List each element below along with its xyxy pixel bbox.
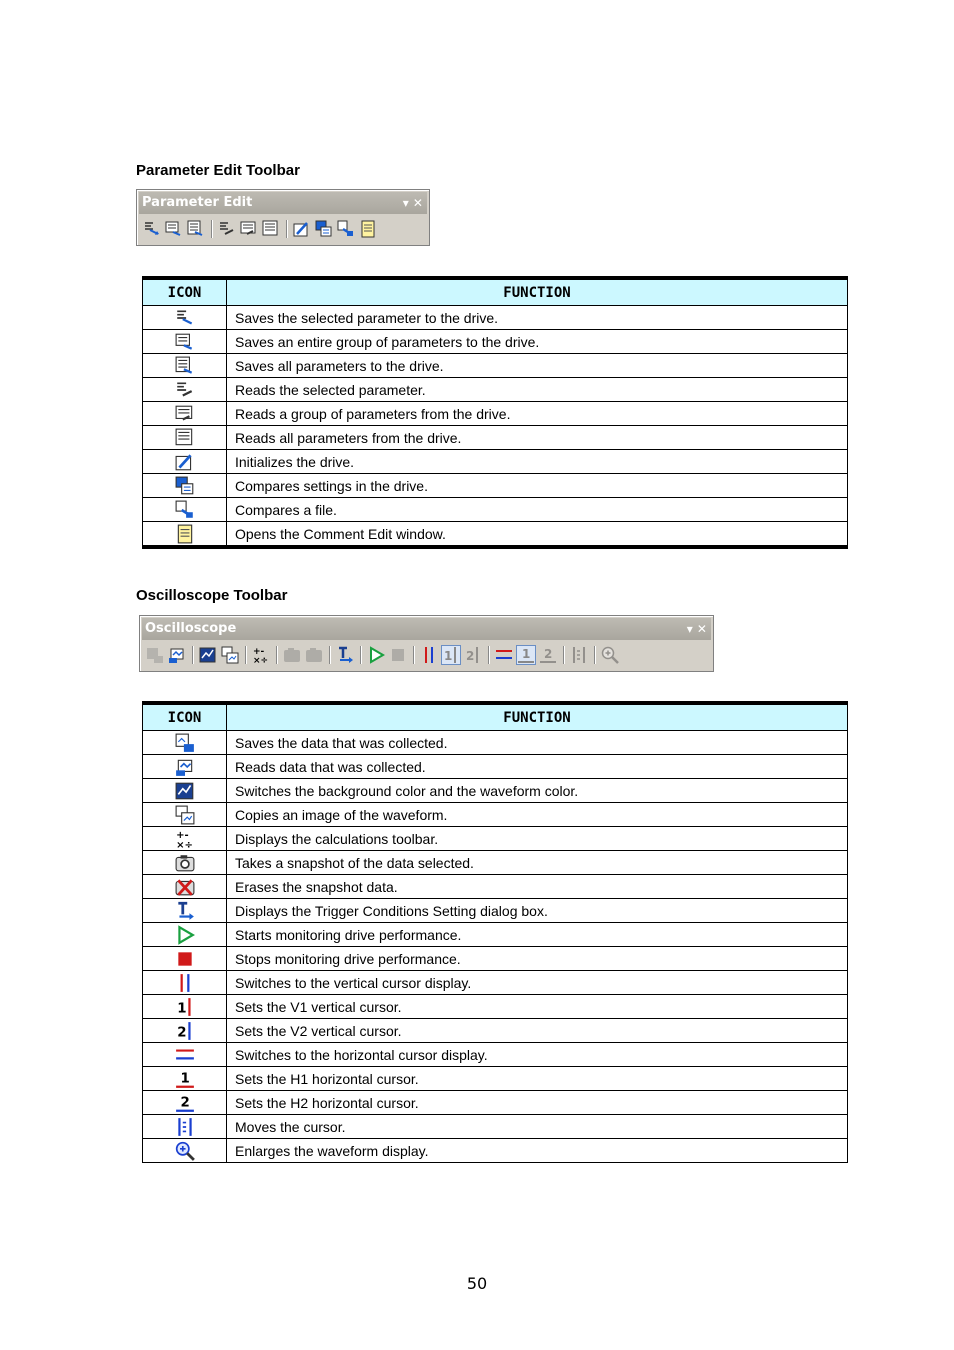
h2-cursor-icon[interactable] (538, 645, 558, 665)
table-row (143, 1019, 848, 1043)
function-description: Takes a snapshot of the data selected. (227, 851, 848, 875)
comment-edit-icon (143, 522, 227, 548)
v2-cursor-icon (143, 1019, 227, 1043)
comment-edit-icon[interactable] (358, 219, 378, 239)
h2-cursor-icon (143, 1091, 227, 1115)
table-row (143, 330, 848, 354)
svg-text:2: 2 (466, 649, 475, 663)
copy-image-icon[interactable] (220, 645, 240, 665)
table-row (143, 1043, 848, 1067)
toolbar-separator (211, 220, 212, 238)
read-all-icon (143, 426, 227, 450)
read-group-icon[interactable] (239, 219, 259, 239)
switch-color-icon[interactable] (198, 645, 218, 665)
function-description: Sets the H1 horizontal cursor. (227, 1067, 848, 1091)
toolbar-separator (276, 646, 277, 664)
save-group-icon (143, 330, 227, 354)
table-header-row (143, 703, 848, 731)
function-description: Compares a file. (227, 498, 848, 522)
toolbar-separator (563, 646, 564, 664)
column-header-icon: ICON (143, 278, 227, 306)
svg-text:+-: +- (175, 829, 189, 841)
table-row (143, 971, 848, 995)
table-row (143, 378, 848, 402)
toolbar-titlebar[interactable] (139, 192, 427, 214)
v2-cursor-icon[interactable] (463, 645, 483, 665)
save-data-icon (143, 731, 227, 755)
toolbar-separator (329, 646, 330, 664)
initialize-icon (143, 450, 227, 474)
function-description: Initializes the drive. (227, 450, 848, 474)
stop-icon[interactable] (388, 645, 408, 665)
function-description: Displays the calculations toolbar. (227, 827, 848, 851)
toolbar-separator (594, 646, 595, 664)
read-data-icon (143, 755, 227, 779)
svg-text:×÷: ×÷ (175, 839, 193, 849)
function-description: Sets the V1 vertical cursor. (227, 995, 848, 1019)
function-description: Reads the selected parameter. (227, 378, 848, 402)
table-row (143, 947, 848, 971)
function-description: Erases the snapshot data. (227, 875, 848, 899)
toolbar-titlebar[interactable] (142, 618, 711, 640)
column-header-function: FUNCTION (227, 278, 848, 306)
function-description: Enlarges the waveform display. (227, 1139, 848, 1163)
read-group-icon (143, 402, 227, 426)
save-all-icon[interactable] (186, 219, 206, 239)
table-row (143, 474, 848, 498)
svg-text:2: 2 (180, 1094, 190, 1110)
oscilloscope-toolbar (139, 615, 714, 672)
toolbar-window-controls[interactable]: ▾ ✕ (686, 622, 707, 636)
column-header-function: FUNCTION (227, 703, 848, 731)
function-description: Reads data that was collected. (227, 755, 848, 779)
page-number: 50 (466, 1274, 488, 1293)
oscilloscope-heading: Oscilloscope Toolbar (136, 587, 288, 604)
function-description: Switches to the horizontal cursor display. (227, 1043, 848, 1067)
function-description: Sets the H2 horizontal cursor. (227, 1091, 848, 1115)
v1-cursor-icon[interactable] (441, 645, 461, 665)
function-description: Saves an entire group of parameters to the drive. (227, 330, 848, 354)
horizontal-cursor-icon (143, 1043, 227, 1067)
erase-snapshot-icon[interactable] (304, 645, 324, 665)
function-description: Switches the background color and the waveform color. (227, 779, 848, 803)
save-data-icon[interactable] (145, 645, 165, 665)
svg-text:1: 1 (522, 647, 531, 661)
svg-text:1: 1 (444, 649, 453, 663)
table-row (143, 402, 848, 426)
table-row (143, 923, 848, 947)
function-description: Opens the Comment Edit window. (227, 522, 848, 548)
function-description: Saves the data that was collected. (227, 731, 848, 755)
toolbar-separator (488, 646, 489, 664)
function-description: Stops monitoring drive performance. (227, 947, 848, 971)
table-row (143, 1139, 848, 1163)
toolbar-title: Parameter Edit (142, 195, 253, 210)
function-description: Compares settings in the drive. (227, 474, 848, 498)
table-row (143, 306, 848, 330)
compare-drive-icon[interactable] (314, 219, 334, 239)
table-row (143, 875, 848, 899)
move-cursor-icon (143, 1115, 227, 1139)
toolbar-separator (413, 646, 414, 664)
erase-snapshot-icon (143, 875, 227, 899)
v1-cursor-icon (143, 995, 227, 1019)
function-description: Sets the V2 vertical cursor. (227, 1019, 848, 1043)
table-row (143, 1091, 848, 1115)
parameter-edit-heading: Parameter Edit Toolbar (136, 162, 300, 179)
vertical-cursor-icon[interactable] (419, 645, 439, 665)
horizontal-cursor-icon[interactable] (494, 645, 514, 665)
zoom-icon[interactable] (600, 645, 620, 665)
initialize-icon[interactable] (292, 219, 312, 239)
save-group-icon[interactable] (164, 219, 184, 239)
table-row (143, 731, 848, 755)
parameter-edit-toolbar (136, 189, 430, 246)
read-data-icon[interactable] (167, 645, 187, 665)
table-row (143, 851, 848, 875)
svg-text:1: 1 (180, 1070, 190, 1086)
function-description: Saves the selected parameter to the drive. (227, 306, 848, 330)
table-row (143, 899, 848, 923)
parameter-edit-function-table (142, 276, 848, 549)
table-row (143, 827, 848, 851)
snapshot-icon (143, 851, 227, 875)
column-header-icon: ICON (143, 703, 227, 731)
trigger-icon[interactable] (335, 645, 355, 665)
calculations-icon (143, 827, 227, 851)
toolbar-separator (286, 220, 287, 238)
table-row (143, 803, 848, 827)
table-row (143, 1067, 848, 1091)
function-description: Switches to the vertical cursor display. (227, 971, 848, 995)
snapshot-icon[interactable] (282, 645, 302, 665)
calculations-icon[interactable] (251, 645, 271, 665)
start-icon[interactable] (366, 645, 386, 665)
start-icon (143, 923, 227, 947)
table-row (143, 354, 848, 378)
function-description: Starts monitoring drive performance. (227, 923, 848, 947)
trigger-icon (143, 899, 227, 923)
toolbar-separator (245, 646, 246, 664)
save-selected-icon (143, 306, 227, 330)
table-row (143, 779, 848, 803)
svg-text:×÷: ×÷ (253, 656, 269, 664)
vertical-cursor-icon (143, 971, 227, 995)
zoom-icon (143, 1139, 227, 1163)
switch-color-icon (143, 779, 227, 803)
table-row (143, 995, 848, 1019)
table-row (143, 426, 848, 450)
table-row (143, 498, 848, 522)
compare-file-icon (143, 498, 227, 522)
read-all-icon[interactable] (261, 219, 281, 239)
svg-text:2: 2 (176, 1025, 187, 1041)
table-header-row (143, 278, 848, 306)
toolbar-separator (360, 646, 361, 664)
compare-file-icon[interactable] (336, 219, 356, 239)
function-description: Displays the Trigger Conditions Setting dialog box. (227, 899, 848, 923)
svg-text:2: 2 (544, 647, 553, 661)
svg-text:+-: +- (253, 647, 265, 657)
function-description: Saves all parameters to the drive. (227, 354, 848, 378)
function-description: Reads a group of parameters from the drive. (227, 402, 848, 426)
table-row (143, 450, 848, 474)
read-selected-icon[interactable] (217, 219, 237, 239)
stop-icon (143, 947, 227, 971)
compare-drive-icon (143, 474, 227, 498)
svg-text:1: 1 (176, 1001, 187, 1017)
h1-cursor-icon[interactable] (516, 645, 536, 665)
table-row (143, 522, 848, 548)
h1-cursor-icon (143, 1067, 227, 1091)
copy-image-icon (143, 803, 227, 827)
function-description: Moves the cursor. (227, 1115, 848, 1139)
save-selected-icon[interactable] (142, 219, 162, 239)
function-description: Copies an image of the waveform. (227, 803, 848, 827)
toolbar-window-controls[interactable]: ▾ ✕ (402, 196, 423, 210)
toolbar-title: Oscilloscope (145, 621, 237, 636)
save-all-icon (143, 354, 227, 378)
oscilloscope-function-table (142, 701, 848, 1163)
read-selected-icon (143, 378, 227, 402)
move-cursor-icon[interactable] (569, 645, 589, 665)
table-row (143, 755, 848, 779)
function-description: Reads all parameters from the drive. (227, 426, 848, 450)
toolbar-separator (192, 646, 193, 664)
table-row (143, 1115, 848, 1139)
